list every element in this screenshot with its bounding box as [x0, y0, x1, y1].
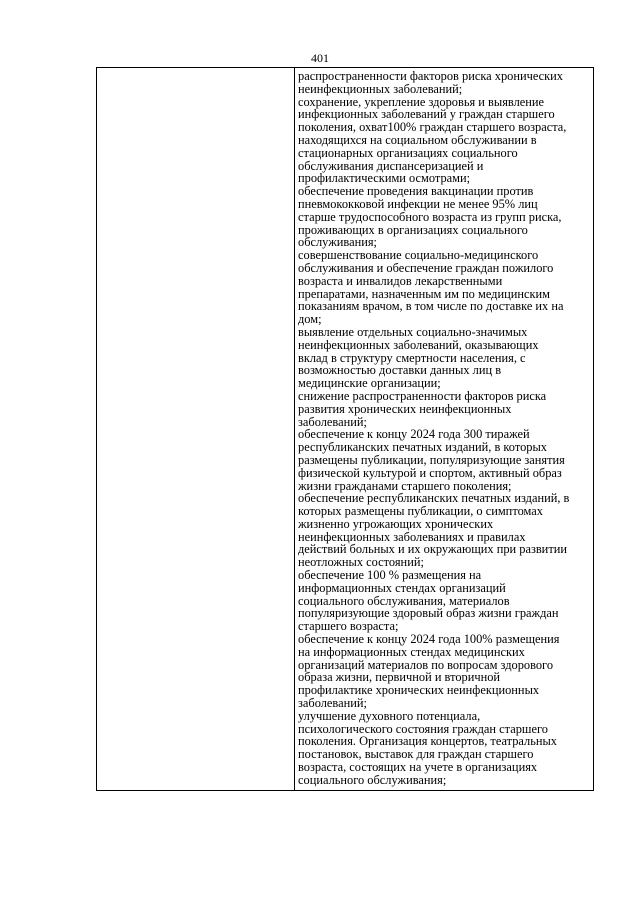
paragraph: обеспечение к концу 2024 года 300 тиражей республиканских печатных изданий, в которых размещены публикации, популяризующие занятия физической культурой и спортом, активный образ жизни гражданами старшего поколения; — [298, 427, 565, 493]
paragraph: распространенности факторов риска хронических неинфекционных заболеваний; — [298, 69, 563, 96]
paragraph: обеспечение к концу 2024 года 100% размещения на информационных стендах медицинских организаций материалов по вопросам здорового образа жизни, первичной и вторичной профилактике хронических неинфекционных заболеваний; — [298, 632, 560, 711]
paragraph: обеспечение проведения вакцинации против пневмококковой инфекции не менее 95% лиц старше трудоспособного возраста из групп риска, проживающих в организациях социального обслуживания; — [298, 184, 562, 250]
paragraph: выявление отдельных социально-значимых неинфекционных заболеваний, оказывающих вклад в структуру смертности населения, с возможностью доставки данных лиц в медицинские организации; — [298, 324, 539, 391]
paragraph: улучшение духовного потенциала, психологического состояния граждан старшего поколения. Организация концертов, театральных постановок, выставок для граждан старшего возраста, состоящих на учете в организациях социального обслуживания; — [298, 708, 557, 787]
paragraph: обеспечение республиканских печатных изданий, в которых размещены публикации, о симптомах жизненно угрожающих хронических неинфекционных заболеваниях и правилах действий больных и их окружающих при развитии неотложных состояний; — [298, 491, 570, 570]
paragraph: обеспечение 100 % размещения на информационных стендах организаций социального обслуживания, материалов популяризующие здоровый образ жизни граждан старшего возраста; — [298, 568, 559, 634]
paragraph: снижение распространенности факторов риска развития хронических неинфекционных заболеваний; — [298, 388, 547, 429]
table-right-cell — [295, 68, 593, 790]
paragraph: сохранение, укрепление здоровья и выявление инфекционных заболеваний у граждан старшего поколения, охват100% граждан старшего возраста, находящихся на социальном обслуживании в стационарных организациях социального обслуживания диспансеризацией и профилактическими осмотрами; — [298, 94, 567, 186]
page-number: 401 — [311, 51, 329, 65]
paragraph: совершенствование социально-медицинского обслуживания и обеспечение граждан пожилого возраста и инвалидов лекарственными препаратами, назначенным им по медицинским показаниям врачом, в том числе по доставке их на дом; — [298, 248, 564, 327]
table-left-cell — [97, 68, 295, 790]
document-table — [96, 67, 594, 791]
